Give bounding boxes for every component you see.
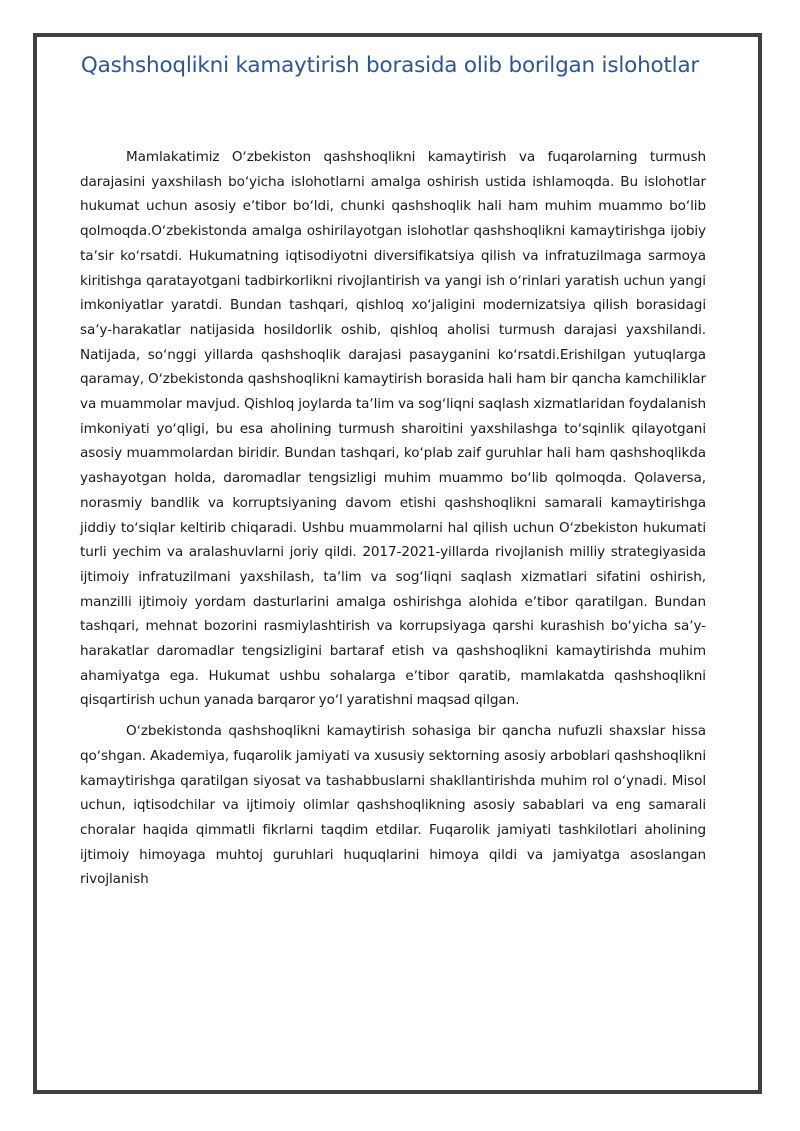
document-body — [80, 145, 706, 898]
body-paragraph: Oʻzbekistonda qashshoqlikni kamaytirish sohasiga bir qancha nufuzli shaxslar hissa qoʻshgan. Akademiya, fuqarolik jamiyati va xususiy sektorning asosiy arboblari qashshoqlikni kamaytirishga qaratilgan siyosat va tashabbuslarni shakllantirishda muhim rol oʻynadi. Misol uchun, iqtisodchilar va ijtimoiy olimlar qashshoqlikning asosiy sabablari va eng samarali choralar haqida qimmatli fikrlarni taqdim etdilar. Fuqarolik jamiyati tashkilotlari aholining ijtimoiy himoyaga muhtoj guruhlari huquqlarini himoya qildi va jamiyatga asoslangan rivojlanish — [80, 723, 706, 888]
body-paragraph: Mamlakatimiz Oʻzbekiston qashshoqlikni kamaytirish va fuqarolarning turmush darajasini yaxshilash boʻyicha islohotlarni amalga oshirish ustida ishlamoqda. Bu islohotlar hukumat uchun asosiy eʼtibor boʻldi, chunki qashshoqlik hali ham muhim muammo boʻlib qolmoqda.Oʻzbekistonda amalga oshirilayotgan islohotlar qashshoqlikni kamaytirishga ijobiy taʼsir koʻrsatdi. Hukumatning iqtisodiyotni diversifikatsiya qilish va infratuzilmaga sarmoya kiritishga qaratayotgani tadbirkorlikni rivojlantirish va yangi ish oʻrinlari yaratish uchun yangi imkoniyatlar yaratdi. Bundan tashqari, qishloq xoʻjaligini modernizatsiya qilish borasidagi saʼy-harakatlar natijasida hosildorlik oshib, qishloq aholisi turmush darajasi yaxshilandi. Natijada, soʻnggi yillarda qashshoqlik darajasi pasayganini koʻrsatdi.Erishilgan yutuqlarga qaramay, Oʻzbekistonda qashshoqlikni kamaytirish borasida hali ham bir qancha kamchiliklar va muammolar mavjud. Qishloq joylarda taʼlim va sogʻliqni saqlash xizmatlaridan foydalanish imkoniyati yoʻqligi, bu esa aholining turmush sharoitini yaxshilashga toʻsqinlik qilayotgani asosiy muammolardan biridir. Bundan tashqari, koʻplab zaif guruhlar hali ham qashshoqlikda yashayotgan holda, daromadlar tengsizligi muhim muammo boʻlib qolmoqda. Qolaversa, norasmiy bandlik va korruptsiyaning davom etishi qashshoqlikni samarali kamaytirishga jiddiy toʻsiqlar keltirib chiqaradi. Ushbu muammolarni hal qilish uchun Oʻzbekiston hukumati turli yechim va aralashuvlarni joriy qildi. 2017-2021-yillarda rivojlanish milliy strategiyasida ijtimoiy infratuzilmani yaxshilash, taʼlim va sogʻliqni saqlash xizmatlari sifatini oshirish, manzilli ijtimoiy yordam dasturlarini amalga oshirishga alohida eʼtibor qaratilgan. Bundan tashqari, mehnat bozorini rasmiylashtirish va korrupsiyaga qarshi kurashish boʻyicha saʼy-harakatlar daromadlar tengsizligini bartaraf etish va qashshoqlikni kamaytirishda muhim ahamiyatga ega. Hukumat ushbu sohalarga eʼtibor qaratib, mamlakatda qashshoqlikni qisqartirish uchun yanada barqaror yoʻl yaratishni maqsad qilgan. — [80, 149, 706, 709]
document-title: Qashshoqlikni kamaytirish borasida olib borilgan islohotlar — [80, 53, 700, 78]
